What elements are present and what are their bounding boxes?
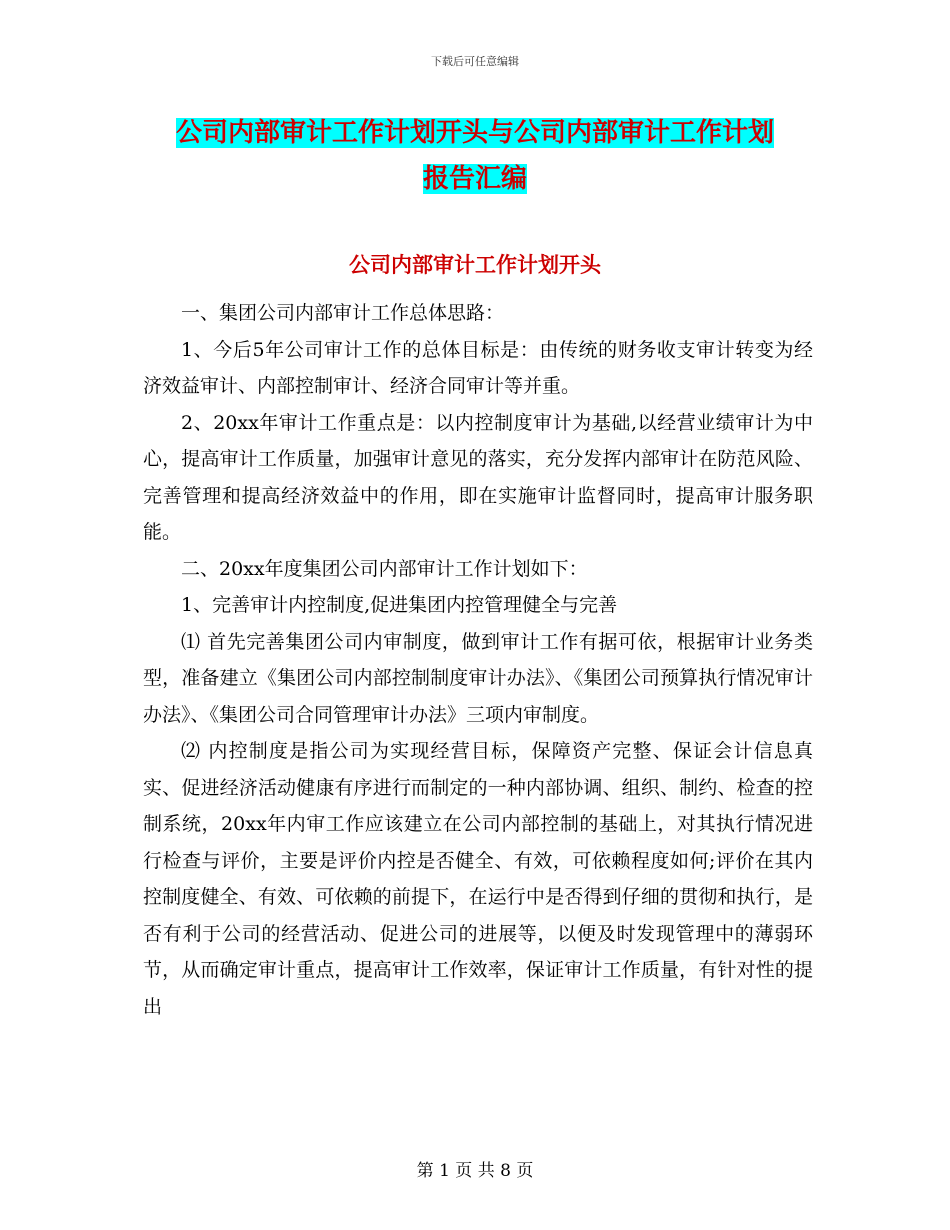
paragraph: 1、今后5年公司审计工作的总体目标是：由传统的财务收支审计转变为经济效益审计、内部控制审计、经济合同审计等并重。 xyxy=(143,338,813,397)
paragraph: ⑴ 首先完善集团公司内审制度，做到审计工作有据可依，根据审计业务类型，准备建立《集团公司内部控制制度审计办法》、《集团公司预算执行情况审计办法》、《集团公司合同管理审计办法》三项内审制度。 xyxy=(143,630,813,726)
document-title-line1: 公司内部审计工作计划开头与公司内部审计工作计划 xyxy=(175,118,774,148)
paragraph: 1、完善审计内控制度,促进集团内控管理健全与完善 xyxy=(181,594,618,616)
paragraph: 一、集团公司内部审计工作总体思路： xyxy=(181,302,505,324)
document-body xyxy=(143,295,813,1025)
paragraph: 2、20xx年审计工作重点是：以内控制度审计为基础,以经营业绩审计为中心，提高审计工作质量，加强审计意见的落实，充分发挥内部审计在防范风险、完善管理和提高经济效益中的作用，即在实施审计监督同时，提高审计服务职能。 xyxy=(143,411,813,543)
section-title: 公司内部审计工作计划开头 xyxy=(349,253,601,277)
document-title xyxy=(140,110,810,202)
paragraph: 二、20xx年度集团公司内部审计工作计划如下： xyxy=(181,557,588,580)
page-header-note: 下载后可任意编辑 xyxy=(431,55,519,68)
document-title-line2: 报告汇编 xyxy=(422,164,527,194)
paragraph: ⑵ 内控制度是指公司为实现经营目标，保障资产完整、保证会计信息真实、促进经济活动健康有序进行而制定的一种内部协调、组织、制约、检查的控制系统，20xx年内审工作应该建立在公司内部控制的基础上，对其执行情况进行检查与评价，主要是评价内控是否健全、有效，可依赖程度如何;评价在其内控制度健全、有效、可依赖的前提下，在运行中是否得到仔细的贯彻和执行，是否有利于公司的经营活动、促进公司的进展等，以便及时发现管理中的薄弱环节，从而确定审计重点，提高审计工作效率，保证审计工作质量，有针对性的提出 xyxy=(143,740,813,1018)
page-number-footer: 第 1 页 共 8 页 xyxy=(416,1161,534,1181)
